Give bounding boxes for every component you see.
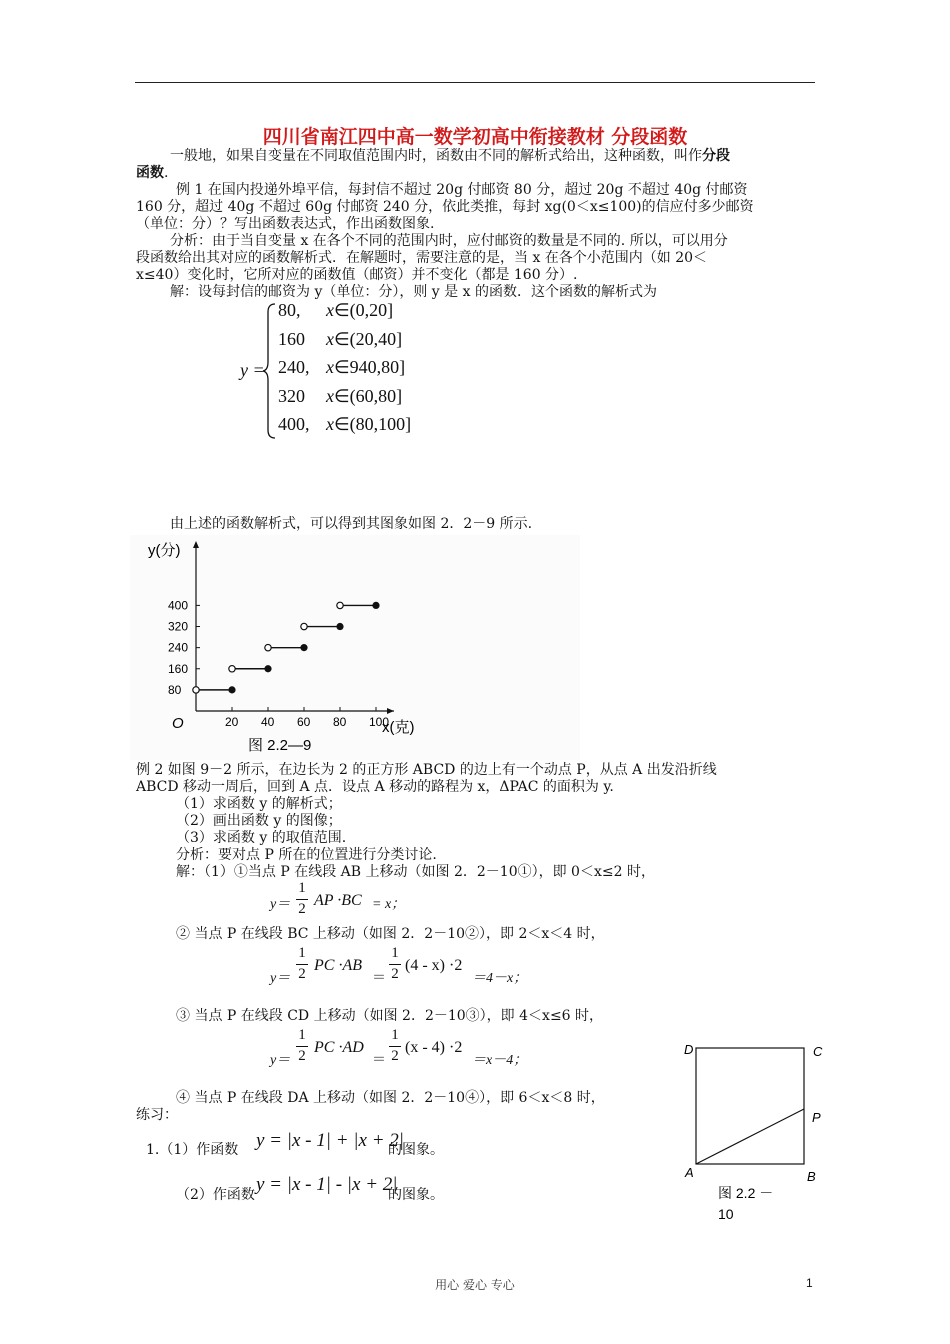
header-rule — [135, 82, 815, 83]
example1-line: 例 1 在国内投递外埠平信，每封信不超过 20g 付邮资 80 分，超过 20g 不超过 40g 付邮资 — [176, 182, 748, 198]
question-1-expr: y = |x - 1| + |x + 2| — [256, 1130, 404, 1151]
y-eq: y＝ — [270, 897, 291, 912]
y-eq: y＝ — [270, 1053, 291, 1068]
x-tick-label: 100 — [369, 715, 390, 729]
case-4: ④ 当点 P 在线段 DA 上移动（如图 2．2－10④），即 6＜x＜8 时， — [176, 1090, 605, 1106]
example2-line: 例 2 如图 9－2 所示，在边长为 2 的正方形 ABCD 的边上有一个动点 P，从点 A 出发沿折线 — [136, 762, 717, 778]
chart-ylabel: y(分) — [148, 542, 181, 559]
label-c: C — [813, 1044, 823, 1059]
graph-intro: 由上述的函数解析式，可以得到其图象如图 2．2－9 所示. — [170, 516, 533, 532]
segment-ap — [696, 1109, 804, 1164]
open-endpoint — [265, 644, 271, 650]
piece-value: 400, — [278, 414, 310, 434]
open-endpoint — [193, 687, 199, 693]
question-1-end: 的图象。 — [388, 1142, 444, 1158]
open-endpoint — [301, 623, 307, 629]
piecewise-lhs: y = — [240, 360, 265, 380]
frac-line — [389, 1046, 401, 1047]
open-endpoint — [337, 602, 343, 608]
case3-eq-b: (x - 4) ·2 — [405, 1039, 463, 1056]
eq-sign: ＝ — [372, 970, 386, 986]
case3-eq-a: PC ·AD — [314, 1039, 364, 1056]
case1-eq: AP ·BC — [314, 892, 362, 909]
case-1: 解：（1）①当点 P 在线段 AB 上移动（如图 2．2－10①），即 0＜x≤2 时， — [176, 864, 655, 880]
question-2: （2）作函数 — [176, 1187, 255, 1203]
question-2-end: 的图象。 — [388, 1187, 444, 1203]
case2-eq-a: PC ·AB — [314, 957, 362, 974]
piece-domain: x∈(60,80] — [326, 385, 403, 406]
piece-domain: x∈(20,40] — [326, 328, 403, 349]
intro-line-1: 一般地，如果自变量在不同取值范围内时，函数由不同的解析式给出，这种函数，叫作分段 — [170, 148, 730, 164]
frac-den: 2 — [391, 1048, 399, 1064]
solution-line: 解：设每封信的邮资为 y（单位：分），则 y 是 x 的函数．这个函数的解析式为 — [170, 284, 657, 300]
label-d: D — [684, 1042, 694, 1057]
example2-line: ABCD 移动一周后，回到 A 点．设点 A 移动的路程为 x，ΔPAC 的面积为 y. — [136, 779, 614, 795]
task-item: （3）求函数 y 的取值范围. — [176, 830, 347, 846]
y-tick-label: 160 — [168, 661, 189, 676]
chart-xlabel: x(克) — [382, 719, 415, 736]
frac-line — [296, 1046, 308, 1047]
figure-caption: 图 2.2 － — [718, 1185, 774, 1201]
y-tick-label: 240 — [168, 640, 189, 655]
piece-domain: x∈(0,20] — [326, 300, 394, 320]
question-1: 1.（1）作函数 — [146, 1142, 239, 1158]
case1-res: = x； — [372, 897, 406, 912]
frac-den: 2 — [298, 966, 306, 982]
practice-heading: 练习： — [136, 1107, 178, 1123]
footer: 用心 爱心 专心 — [435, 1278, 515, 1292]
analysis-line: 段函数给出其对应的函数解析式．在解题时，需要注意的是，当 x 在各个小范围内（如 20＜ — [136, 250, 708, 266]
y-tick-label: 400 — [168, 598, 189, 613]
eq-sign: ＝ — [372, 1052, 386, 1068]
y-axis-arrow-icon — [193, 541, 199, 548]
case2-eq-b: (4 - x) ·2 — [405, 957, 463, 974]
frac-num: 1 — [298, 880, 306, 896]
analysis-line: 分析：由于当自变量 x 在各个不同的范围内时，应付邮资的数量是不同的. 所以，可以用分 — [170, 233, 728, 249]
piece-value: 80, — [278, 300, 301, 320]
closed-endpoint — [264, 665, 271, 672]
example1-line: 160 分，超过 40g 不超过 60g 付邮资 240 分，依此类推，每封 xg(0＜x≤100)的信应付多少邮资 — [136, 199, 754, 215]
x-tick-label: 40 — [261, 715, 275, 729]
example1-line: （单位：分）？写出函数表达式，作出函数图象. — [136, 216, 435, 232]
frac-line — [296, 964, 308, 965]
x-tick-label: 80 — [333, 715, 347, 729]
piece-value: 320 — [278, 385, 305, 406]
square-abcd — [696, 1048, 804, 1164]
piece-value: 240, — [278, 357, 310, 377]
analysis-2: 分析：要对点 P 所在的位置进行分类讨论. — [176, 847, 437, 863]
frac-den: 2 — [298, 901, 306, 917]
square-abcd-figure — [676, 1036, 826, 1226]
closed-endpoint — [228, 686, 235, 693]
y-tick-label: 80 — [168, 682, 182, 697]
question-2-expr: y = |x - 1| - |x + 2| — [256, 1174, 398, 1195]
x-axis-arrow-icon — [387, 708, 394, 714]
y-eq: y＝ — [270, 971, 291, 986]
label-p: P — [812, 1110, 821, 1125]
chart-origin: O — [172, 715, 184, 732]
task-item: （2）画出函数 y 的图像； — [176, 813, 342, 829]
brace-icon — [262, 302, 278, 440]
case-2: ② 当点 P 在线段 BC 上移动（如图 2．2－10②），即 2＜x＜4 时， — [176, 926, 605, 942]
case2-res: ＝4－x； — [472, 971, 528, 986]
x-tick-label: 20 — [225, 715, 239, 729]
chart-title: 图 2.2—9 — [248, 737, 312, 754]
task-item: （1）求函数 y 的解析式； — [176, 796, 342, 812]
piece-value: 160 — [278, 328, 305, 349]
x-tick-label: 60 — [297, 715, 311, 729]
frac-den: 2 — [298, 1048, 306, 1064]
open-endpoint — [229, 666, 235, 672]
frac-num: 1 — [391, 1027, 399, 1043]
frac-num: 1 — [298, 1027, 306, 1043]
page-number: 1 — [806, 1276, 813, 1290]
frac-line — [296, 899, 308, 900]
case3-res: ＝x－4； — [472, 1053, 528, 1068]
y-tick-label: 320 — [168, 619, 189, 634]
piece-domain: x∈940,80] — [326, 357, 406, 377]
case-3: ③ 当点 P 在线段 CD 上移动（如图 2．2－10③），即 4＜x≤6 时， — [176, 1008, 604, 1024]
closed-endpoint — [300, 644, 307, 651]
frac-num: 1 — [298, 945, 306, 961]
frac-num: 1 — [391, 945, 399, 961]
page-title: 四川省南江四中高一数学初高中衔接教材 分段函数 — [262, 126, 688, 148]
postage-step-chart — [130, 535, 580, 760]
label-a: A — [685, 1165, 694, 1180]
label-b: B — [807, 1169, 816, 1184]
frac-line — [389, 964, 401, 965]
frac-den: 2 — [391, 966, 399, 982]
closed-endpoint — [336, 623, 343, 630]
analysis-line: x≤40）变化时，它所对应的函数值（邮资）并不变化（都是 160 分）. — [136, 267, 578, 283]
piece-domain: x∈(80,100] — [326, 414, 412, 434]
figure-caption-2: 10 — [718, 1206, 734, 1222]
intro-line-2: 函数. — [136, 165, 169, 181]
closed-endpoint — [372, 602, 379, 609]
